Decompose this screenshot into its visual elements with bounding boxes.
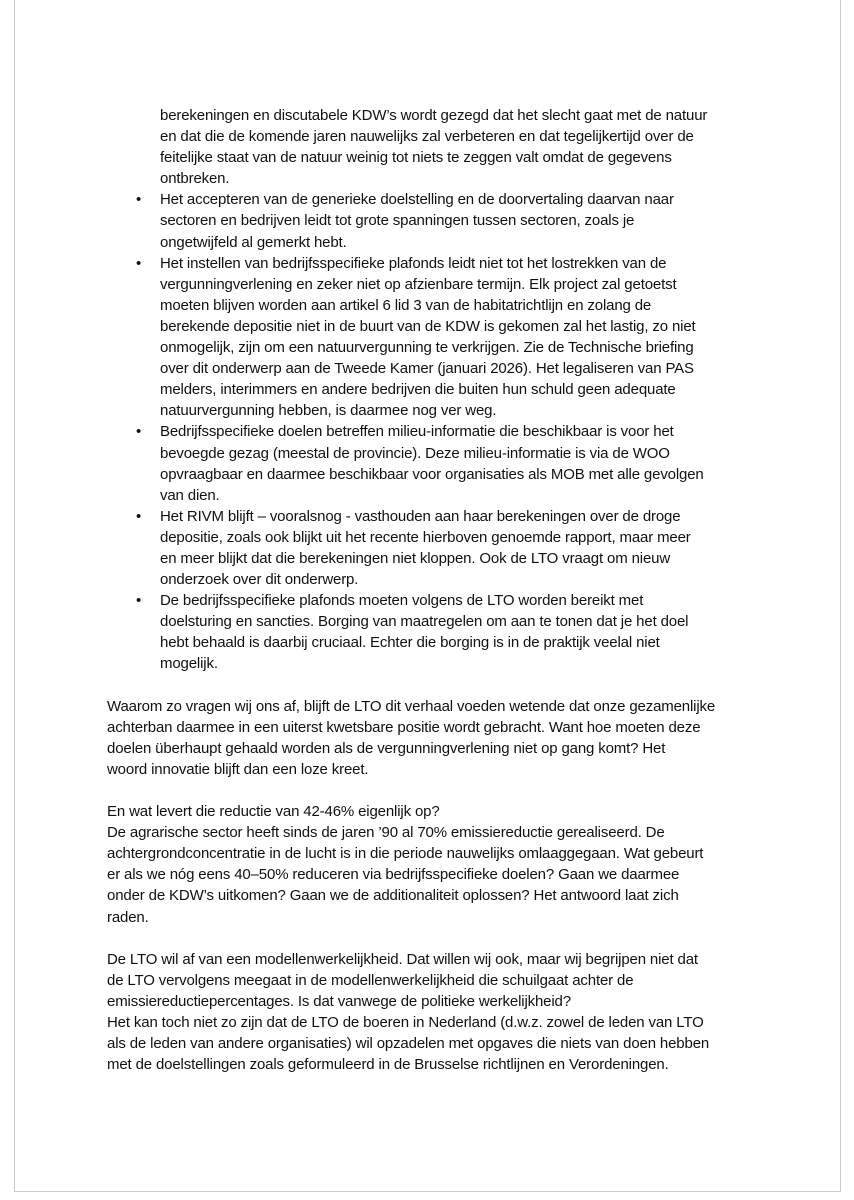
document-page <box>14 0 841 1192</box>
bullet-icon: • <box>136 254 142 272</box>
text-line: er als we nóg eens 40–50% reduceren via bedrijfsspecifieke doelen? Gaan we daarmee <box>107 866 680 884</box>
text-line: En wat levert die reductie van 42-46% eigenlijk op? <box>107 803 440 821</box>
bullet-icon: • <box>136 191 142 209</box>
paragraph <box>107 801 715 928</box>
bullet-item <box>107 590 715 674</box>
text-line: depositie, zoals ook blijkt uit het recente hierboven genoemde rapport, maar meer <box>160 528 691 546</box>
text-line: mogelijk. <box>160 655 218 673</box>
bullet-icon: • <box>136 592 142 610</box>
text-line: opvraagbaar en daarmee beschikbaar voor organisaties als MOB met alle gevolgen <box>160 465 704 483</box>
text-line: vergunningverlening en zeker niet op afzienbare termijn. Elk project zal getoetst <box>160 275 677 293</box>
paragraph-spacer <box>107 675 715 696</box>
text-line: sectoren en bedrijven leidt tot grote spanningen tussen sectoren, zoals je <box>160 212 635 230</box>
text-line: Het RIVM blijft – vooralsnog - vasthouden aan haar berekeningen over de droge <box>160 507 681 525</box>
text-line: raden. <box>107 908 149 926</box>
text-line: met de doelstellingen zoals geformuleerd in de Brusselse richtlijnen en Verordeningen. <box>107 1056 669 1074</box>
text-line: woord innovatie blijft dan een loze kreet. <box>107 760 369 778</box>
bullet-item <box>107 189 715 252</box>
text-line: Waarom zo vragen wij ons af, blijft de LTO dit verhaal voeden wetende dat onze gezamenlijke <box>107 697 716 715</box>
text-line: doelsturing en sancties. Borging van maatregelen om aan te tonen dat je het doel <box>160 613 689 631</box>
text-line: De agrarische sector heeft sinds de jaren ’90 al 70% emissiereductie gerealiseerd. De <box>107 824 665 842</box>
text-line: moeten blijven worden aan artikel 6 lid 3 van de habitatrichtlijn en zolang de <box>160 296 652 314</box>
text-line: ontbreken. <box>160 170 230 188</box>
text-line: achterban daarmee in een uiterst kwetsbare positie wordt gebracht. Want hoe moeten deze <box>107 718 701 736</box>
continued-bullet-text <box>107 105 715 189</box>
text-line: berekeningen en discutabele KDW’s wordt gezegd dat het slecht gaat met de natuur <box>160 107 708 124</box>
bullet-icon: • <box>136 507 142 525</box>
text-line: De bedrijfsspecifieke plafonds moeten volgens de LTO worden bereikt met <box>160 592 644 610</box>
text-line: over dit onderwerp aan de Tweede Kamer (januari 2026). Het legaliseren van PAS <box>160 360 694 378</box>
paragraph-spacer <box>107 780 715 801</box>
text-line: bevoegde gezag (meestal de provincie). Deze milieu-informatie is via de WOO <box>160 444 670 462</box>
text-line: doelen überhaupt gehaald worden als de vergunningverlening niet op gang komt? Het <box>107 739 666 757</box>
bullet-item <box>107 421 715 505</box>
paragraph-spacer <box>107 928 715 949</box>
text-line: Het kan toch niet zo zijn dat de LTO de boeren in Nederland (d.w.z. zowel de leden van LTO <box>107 1014 704 1032</box>
text-line: als de leden van andere organisaties) wil opzadelen met opgaves die niets van doen hebben <box>107 1035 710 1053</box>
text-line: natuurvergunning hebben, is daarmee nog ver weg. <box>160 402 497 420</box>
text-line: onderzoek over dit onderwerp. <box>160 571 359 589</box>
text-line: Het instellen van bedrijfsspecifieke plafonds leidt niet tot het lostrekken van de <box>160 254 667 272</box>
bullet-item <box>107 506 715 590</box>
text-line: onmogelijk, zijn om een natuurvergunning te verkrijgen. Zie de Technische briefing <box>160 339 694 357</box>
text-line: De LTO wil af van een modellenwerkelijkheid. Dat willen wij ook, maar wij begrijpen niet dat <box>107 950 698 968</box>
document-body <box>107 105 715 1075</box>
text-line: feitelijke staat van de natuur weinig tot niets te zeggen valt omdat de gegevens <box>160 149 672 167</box>
text-line: melders, interimmers en andere bedrijven die buiten hun schuld geen adequate <box>160 381 676 399</box>
text-line: van dien. <box>160 486 220 504</box>
bullet-icon: • <box>136 423 142 441</box>
text-line: onder de KDW’s uitkomen? Gaan we de additionaliteit oplossen? Het antwoord laat zich <box>107 887 679 905</box>
text-line: ongetwijfeld al gemerkt hebt. <box>160 233 347 251</box>
text-line: Het accepteren van de generieke doelstelling en de doorvertaling daarvan naar <box>160 191 674 209</box>
text-line: hebt behaald is daarbij cruciaal. Echter die borging is in de praktijk veelal niet <box>160 634 660 652</box>
bullet-item <box>107 253 715 422</box>
text-line: berekende depositie niet in de buurt van de KDW is gekomen zal het lastig, zo niet <box>160 317 696 335</box>
text-line: emissiereductiepercentages. Is dat vanwege de politieke werkelijkheid? <box>107 992 571 1010</box>
paragraph <box>107 949 715 1076</box>
text-line: en dat die de komende jaren nauwelijks zal verbeteren en dat tegelijkertijd over de <box>160 128 694 146</box>
text-line: achtergrondconcentratie in de lucht is in die periode nauwelijks omlaaggegaan. Wat gebeurt <box>107 845 704 863</box>
paragraph <box>107 696 715 780</box>
text-line: de LTO vervolgens meegaat in de modellenwerkelijkheid die schuilgaat achter de <box>107 971 634 989</box>
text-line: Bedrijfsspecifieke doelen betreffen milieu-informatie die beschikbaar is voor het <box>160 423 674 441</box>
text-line: en meer blijkt dat die berekeningen niet kloppen. Ook de LTO vraagt om nieuw <box>160 549 671 567</box>
